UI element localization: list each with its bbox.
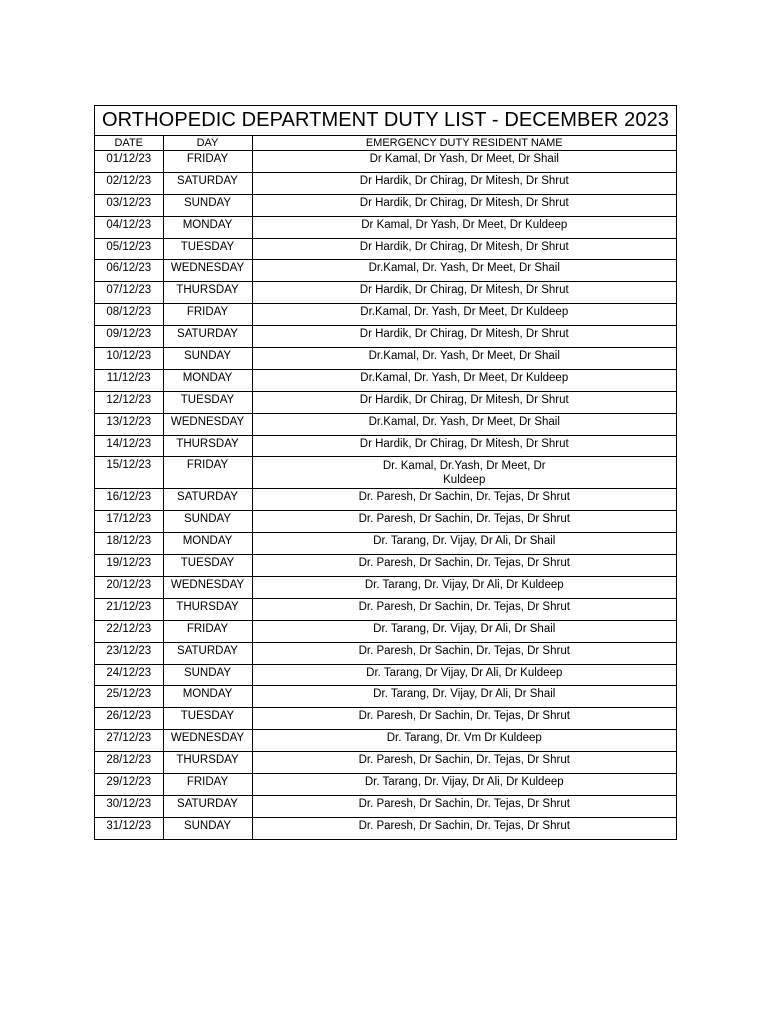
- date-cell: 28/12/23: [95, 752, 163, 774]
- table-row: [95, 817, 676, 839]
- date-cell: 29/12/23: [95, 774, 163, 796]
- table-row: [95, 489, 676, 511]
- resident-names-cell: [252, 457, 676, 489]
- table-row: [95, 598, 676, 620]
- table-row: [95, 752, 676, 774]
- resident-names-cell: Dr. Paresh, Dr Sachin, Dr. Tejas, Dr Shrut: [252, 511, 676, 533]
- date-cell: 17/12/23: [95, 511, 163, 533]
- resident-names-cell: Dr.Kamal, Dr. Yash, Dr Meet, Dr Shail: [252, 413, 676, 435]
- date-cell: 22/12/23: [95, 620, 163, 642]
- table-row: [95, 457, 676, 489]
- date-cell: 12/12/23: [95, 391, 163, 413]
- date-cell: 06/12/23: [95, 260, 163, 282]
- date-cell: 21/12/23: [95, 598, 163, 620]
- day-cell: TUESDAY: [163, 708, 252, 730]
- day-cell: THURSDAY: [163, 752, 252, 774]
- resident-names-cell: Dr Hardik, Dr Chirag, Dr Mitesh, Dr Shrut: [252, 326, 676, 348]
- date-cell: 26/12/23: [95, 708, 163, 730]
- table-row: [95, 577, 676, 599]
- resident-names-cell: Dr Hardik, Dr Chirag, Dr Mitesh, Dr Shrut: [252, 172, 676, 194]
- day-cell: WEDNESDAY: [163, 260, 252, 282]
- table-row: [95, 304, 676, 326]
- day-cell: MONDAY: [163, 216, 252, 238]
- resident-names-cell: Dr. Tarang, Dr. Vijay, Dr Ali, Dr Kuldeep: [252, 774, 676, 796]
- resident-names-cell: Dr. Paresh, Dr Sachin, Dr. Tejas, Dr Shrut: [358, 819, 570, 832]
- date-cell: 04/12/23: [95, 216, 163, 238]
- date-cell: 09/12/23: [95, 326, 163, 348]
- day-cell: SATURDAY: [163, 795, 252, 817]
- table-row: [95, 664, 676, 686]
- day-cell: THURSDAY: [163, 282, 252, 304]
- duty-table-body: [95, 151, 676, 840]
- day-cell: THURSDAY: [163, 435, 252, 457]
- resident-names-cell: Dr. Paresh, Dr Sachin, Dr. Tejas, Dr Shrut: [252, 795, 676, 817]
- day-cell: FRIDAY: [163, 620, 252, 642]
- date-cell: 03/12/23: [95, 194, 163, 216]
- resident-names-cell: Dr Hardik, Dr Chirag, Dr Mitesh, Dr Shrut: [252, 238, 676, 260]
- table-row: [95, 238, 676, 260]
- table-row: [95, 708, 676, 730]
- day-cell: SATURDAY: [163, 489, 252, 511]
- resident-names-cell: Dr. Paresh, Dr Sachin, Dr. Tejas, Dr Shrut: [252, 642, 676, 664]
- day-cell: TUESDAY: [163, 238, 252, 260]
- day-cell: MONDAY: [163, 533, 252, 555]
- day-cell: THURSDAY: [163, 598, 252, 620]
- date-cell: 31/12/23: [95, 817, 163, 839]
- day-cell: FRIDAY: [163, 774, 252, 796]
- resident-names-cell: Dr Hardik, Dr Chirag, Dr Mitesh, Dr Shrut: [252, 391, 676, 413]
- resident-names-cell: Dr Hardik, Dr Chirag, Dr Mitesh, Dr Shrut: [252, 435, 676, 457]
- table-row: [95, 774, 676, 796]
- date-cell: 10/12/23: [95, 348, 163, 370]
- day-cell: SATURDAY: [163, 642, 252, 664]
- table-row: [95, 620, 676, 642]
- table-row: [95, 435, 676, 457]
- resident-names-cell: Dr. Paresh, Dr Sachin, Dr. Tejas, Dr Shrut: [252, 752, 676, 774]
- day-cell: TUESDAY: [163, 391, 252, 413]
- table-row: [95, 216, 676, 238]
- resident-names-cell: Dr. Paresh, Dr Sachin, Dr. Tejas, Dr Shrut: [252, 555, 676, 577]
- resident-names-cell: Dr.Kamal, Dr. Yash, Dr Meet, Dr Kuldeep: [252, 369, 676, 391]
- date-cell: 15/12/23: [95, 457, 163, 489]
- date-cell: 27/12/23: [95, 730, 163, 752]
- resident-names-cell: Dr. Tarang, Dr. Vm Dr Kuldeep: [252, 730, 676, 752]
- day-cell: SUNDAY: [163, 348, 252, 370]
- table-row: [95, 151, 676, 173]
- resident-names-cell: Dr. Tarang, Dr. Vijay, Dr Ali, Dr Shail: [252, 533, 676, 555]
- resident-names-cell: Dr.Kamal, Dr. Yash, Dr Meet, Dr Shail: [252, 260, 676, 282]
- date-cell: 19/12/23: [95, 555, 163, 577]
- duty-list-sheet: [94, 105, 677, 840]
- table-row: [95, 795, 676, 817]
- date-cell: 18/12/23: [95, 533, 163, 555]
- date-cell: 11/12/23: [95, 369, 163, 391]
- resident-names-cell: Dr. Paresh, Dr Sachin, Dr. Tejas, Dr Shrut: [252, 598, 676, 620]
- resident-names-cell: Dr Hardik, Dr Chirag, Dr Mitesh, Dr Shrut: [252, 282, 676, 304]
- day-cell: WEDNESDAY: [163, 730, 252, 752]
- resident-names-cell: Dr. Paresh, Dr Sachin, Dr. Tejas, Dr Shrut: [252, 489, 676, 511]
- table-row: [95, 555, 676, 577]
- resident-names-cell: Dr. Tarang, Dr Vijay, Dr Ali, Dr Kuldeep: [252, 664, 676, 686]
- day-cell: WEDNESDAY: [163, 413, 252, 435]
- table-row: [95, 391, 676, 413]
- day-cell: SATURDAY: [163, 326, 252, 348]
- table-row: [95, 326, 676, 348]
- day-cell: SATURDAY: [163, 172, 252, 194]
- day-cell: MONDAY: [163, 686, 252, 708]
- day-cell: FRIDAY: [163, 457, 252, 489]
- resident-names-cell: Dr Kamal, Dr Yash, Dr Meet, Dr Kuldeep: [252, 216, 676, 238]
- resident-names-cell: Dr.Kamal, Dr. Yash, Dr Meet, Dr Kuldeep: [252, 304, 676, 326]
- table-row: [95, 511, 676, 533]
- table-row: [95, 533, 676, 555]
- day-cell: MONDAY: [163, 369, 252, 391]
- date-cell: 02/12/23: [95, 172, 163, 194]
- day-cell: WEDNESDAY: [163, 577, 252, 599]
- column-header-names: EMERGENCY DUTY RESIDENT NAME: [252, 136, 676, 151]
- resident-names-text: Dr. Kamal, Dr.Yash, Dr Meet, Dr Kuldeep: [382, 460, 546, 487]
- day-cell: TUESDAY: [163, 555, 252, 577]
- date-cell: 14/12/23: [95, 435, 163, 457]
- resident-names-cell: Dr.Kamal, Dr. Yash, Dr Meet, Dr Shail: [252, 348, 676, 370]
- table-row: [95, 642, 676, 664]
- duty-table: [95, 136, 676, 839]
- resident-names-cell: Dr. Paresh, Dr Sachin, Dr. Tejas, Dr Shrut: [252, 708, 676, 730]
- date-cell: 05/12/23: [95, 238, 163, 260]
- day-cell: FRIDAY: [163, 151, 252, 173]
- resident-names-cell: Dr. Tarang, Dr. Vijay, Dr Ali, Dr Shail: [252, 620, 676, 642]
- resident-names-cell: Dr Hardik, Dr Chirag, Dr Mitesh, Dr Shrut: [252, 194, 676, 216]
- table-row: [95, 413, 676, 435]
- resident-names-cell: Dr Kamal, Dr Yash, Dr Meet, Dr Shail: [252, 151, 676, 173]
- resident-names-cell: Dr. Tarang, Dr. Vijay, Dr Ali, Dr Kuldeep: [252, 577, 676, 599]
- date-cell: 24/12/23: [95, 664, 163, 686]
- date-cell: 08/12/23: [95, 304, 163, 326]
- date-cell: 30/12/23: [95, 795, 163, 817]
- resident-names-cell: Dr. Tarang, Dr. Vijay, Dr Ali, Dr Shail: [252, 686, 676, 708]
- table-row: [95, 348, 676, 370]
- table-row: [95, 686, 676, 708]
- table-row: [95, 194, 676, 216]
- day-cell: FRIDAY: [163, 304, 252, 326]
- column-header-day: DAY: [163, 136, 252, 151]
- table-row: [95, 730, 676, 752]
- duty-table-header: [95, 136, 676, 151]
- date-cell: 25/12/23: [95, 686, 163, 708]
- column-header-date: DATE: [95, 136, 163, 151]
- day-cell: SUNDAY: [163, 511, 252, 533]
- date-cell: 13/12/23: [95, 413, 163, 435]
- table-row: [95, 369, 676, 391]
- table-row: [95, 260, 676, 282]
- date-cell: 16/12/23: [95, 489, 163, 511]
- day-cell: SUNDAY: [163, 664, 252, 686]
- date-cell: 01/12/23: [95, 151, 163, 173]
- day-cell: SUNDAY: [163, 194, 252, 216]
- table-row: [95, 172, 676, 194]
- table-row: [95, 282, 676, 304]
- header-row: [95, 136, 676, 151]
- date-cell: 20/12/23: [95, 577, 163, 599]
- date-cell: 23/12/23: [95, 642, 163, 664]
- day-cell: SUNDAY: [163, 817, 252, 839]
- date-cell: 07/12/23: [95, 282, 163, 304]
- document-title: ORTHOPEDIC DEPARTMENT DUTY LIST - DECEMBER 2023: [95, 106, 676, 136]
